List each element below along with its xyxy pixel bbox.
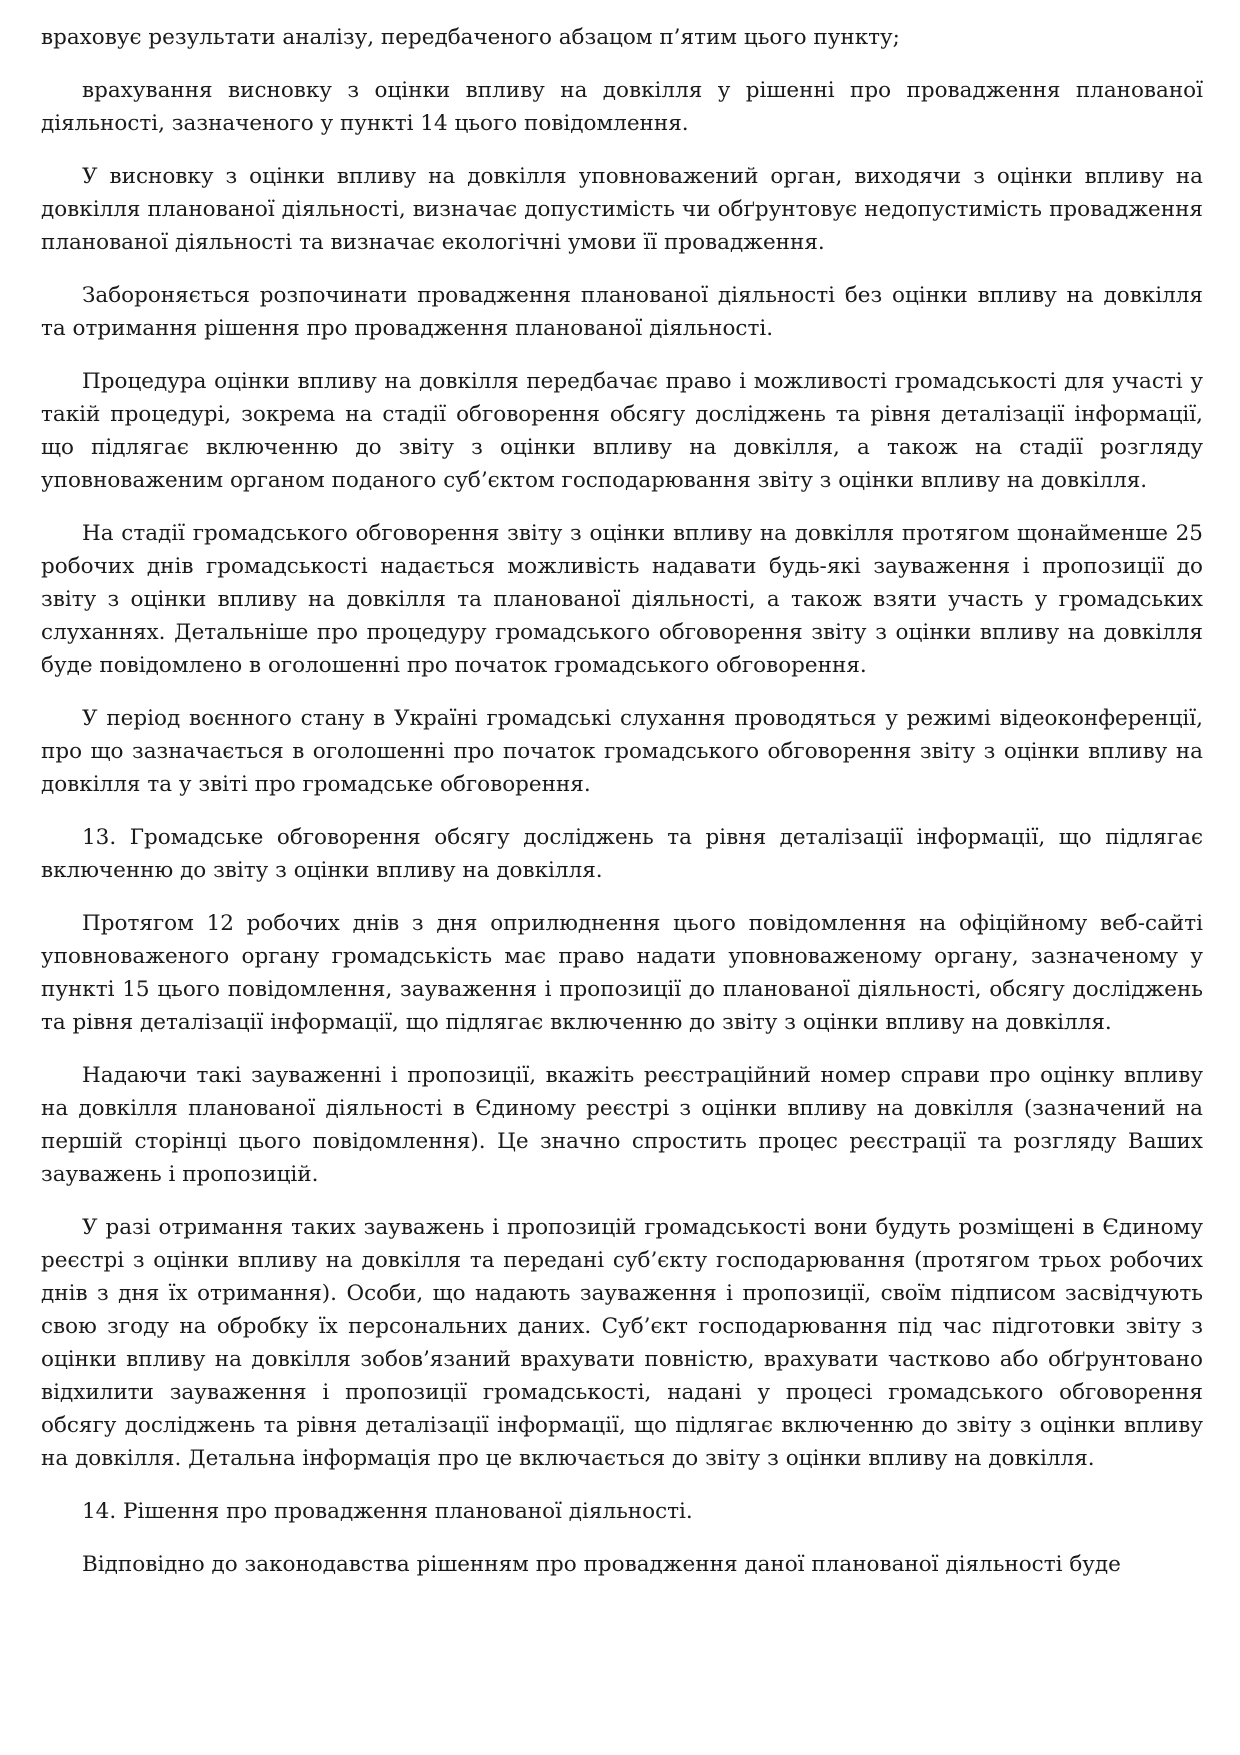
paragraph-decision-start: Відповідно до законодавства рішенням про провадження даної планованої діяльності буде — [82, 1552, 1121, 1577]
paragraph-public-participation: Процедура оцінки впливу на довкілля передбачає право і можливості громадськості для участі у такій процедурі, зокрема на стадії обговорення обсягу досліджень та рівня деталізації інформації, що підлягає включенню до звіту з оцінки впливу на довкілля, а також на стадії розгляду уповноваженим органом поданого суб’єктом господарювання звіту з оцінки впливу на довкілля. — [41, 369, 1203, 493]
paragraph-comments-handling: У разі отримання таких зауважень і пропозицій громадськості вони будуть розміщені в Єдиному реєстрі з оцінки впливу на довкілля та передані суб’єкту господарювання (протягом трьох робочих днів з дня їх отримання). Особи, що надають зауваження і пропозиції, своїм підписом засвідчують свою згоду на обробку їх персональних даних. Суб’єкт господарювання під час підготовки звіту з оцінки впливу на довкілля зобов’язаний врахувати повністю, врахувати частково або обґрунтовано відхилити зауваження і пропозиції громадськості, надані у процесі громадського обговорення обсягу досліджень та рівня деталізації інформації, що підлягає включенню до звіту з оцінки впливу на довкілля. Детальна інформація про це включається до звіту з оцінки впливу на довкілля. — [41, 1215, 1203, 1471]
paragraph-conclusion-content: У висновку з оцінки впливу на довкілля уповноважений орган, виходячи з оцінки впливу на довкілля планованої діяльності, визначає допустимість чи обґрунтовує недопустимість провадження планованої діяльності та визначає екологічні умови її провадження. — [41, 164, 1203, 255]
paragraph-prohibition: Забороняється розпочинати провадження планованої діяльності без оцінки впливу на довкілля та отримання рішення про провадження планованої діяльності. — [41, 283, 1203, 341]
paragraph-registration-number: Надаючи такі зауваженні і пропозиції, вкажіть реєстраційний номер справи про оцінку впливу на довкілля планованої діяльності в Єдиному реєстрі з оцінки впливу на довкілля (зазначений на першій сторінці цього повідомлення). Це значно спростить процес реєстрації та розгляду Ваших зауважень і пропозицій. — [41, 1063, 1203, 1187]
paragraph-martial-law-hearings: У період воєнного стану в Україні громадські слухання проводяться у режимі відеоконференції, про що зазначається в оголошенні про початок громадського обговорення звіту з оцінки впливу на довкілля та у звіті про громадське обговорення. — [41, 706, 1203, 797]
paragraph-continuation: враховує результати аналізу, передбаченого абзацом п’ятим цього пункту; — [41, 25, 900, 50]
paragraph-12-working-days: Протягом 12 робочих днів з дня оприлюднення цього повідомлення на офіційному веб-сайті уповноваженого органу громадськість має право надати уповноваженому органу, зазначеному у пункті 15 цього повідомлення, зауваження і пропозиції до планованої діяльності, обсягу досліджень та рівня деталізації інформації, що підлягає включенню до звіту з оцінки впливу на довкілля. — [41, 911, 1203, 1035]
paragraph-conclusion-consideration: врахування висновку з оцінки впливу на довкілля у рішенні про провадження планованої діяльності, зазначеного у пункті 14 цього повідомлення. — [41, 78, 1203, 136]
section-13-heading: 13. Громадське обговорення обсягу досліджень та рівня деталізації інформації, що підлягає включенню до звіту з оцінки впливу на довкілля. — [41, 825, 1203, 883]
section-14-heading: 14. Рішення про провадження планованої діяльності. — [82, 1499, 693, 1524]
paragraph-public-discussion-stage: На стадії громадського обговорення звіту з оцінки впливу на довкілля протягом щонайменше 25 робочих днів громадськості надається можливість надавати будь-які зауваження і пропозиції до звіту з оцінки впливу на довкілля та планованої діяльності, а також взяти участь у громадських слуханнях. Детальніше про процедуру громадського обговорення звіту з оцінки впливу на довкілля буде повідомлено в оголошенні про початок громадського обговорення. — [41, 521, 1203, 678]
